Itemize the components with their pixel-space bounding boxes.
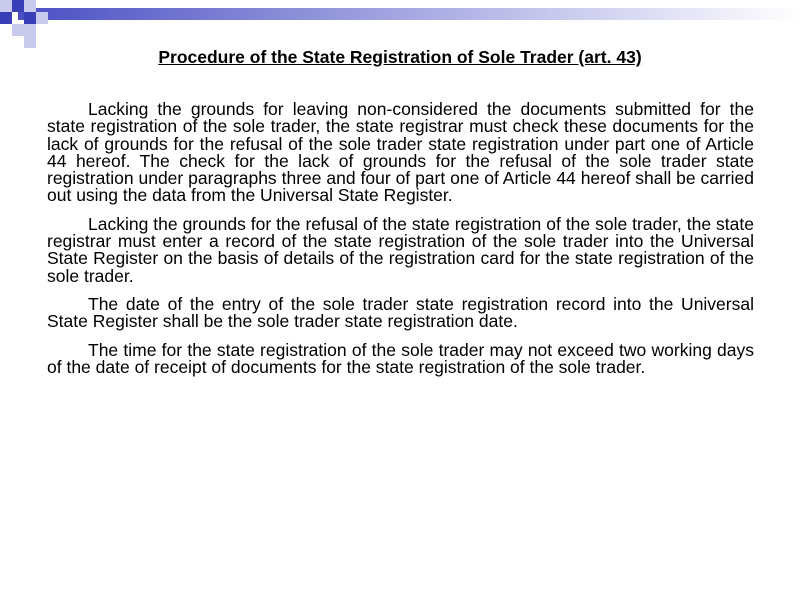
decor-square	[24, 0, 36, 12]
slide-title: Procedure of the State Registration of Sole Trader (art. 43)	[158, 47, 642, 67]
paragraph: Lacking the grounds for the refusal of the state registration of the sole trader, the state registrar must enter a record of the state registration of the sole trader into the Universal State Register on the basis of details of the registration card for the state registration of the sole trader.	[47, 213, 754, 286]
decor-square	[0, 12, 12, 24]
corner-decoration	[0, 0, 800, 48]
paragraph: Lacking the grounds for leaving non-considered the documents submitted for the state registration of the sole trader, the state registrar must check these documents for the lack of grounds for the refusal of the sole trader state registration under part one of Article 44 hereof. The check for the lack of grounds for the refusal of the sole trader state registration under paragraphs three and four of part one of Article 44 hereof shall be carried out using the data from the Universal State Register.	[47, 99, 754, 206]
header-gradient-bar	[18, 8, 800, 20]
decor-square	[12, 24, 24, 36]
decor-square	[12, 0, 24, 12]
slide-body	[47, 101, 754, 387]
decor-square	[0, 0, 12, 12]
decor-square	[24, 12, 36, 24]
paragraph: The time for the state registration of the sole trader may not exceed two working days of the date of receipt of documents for the state registration of the sole trader.	[47, 339, 754, 377]
decor-square	[36, 12, 48, 24]
decor-square	[24, 24, 36, 36]
paragraph: The date of the entry of the sole trader state registration record into the Universal State Register shall be the sole trader state registration date.	[47, 293, 754, 332]
